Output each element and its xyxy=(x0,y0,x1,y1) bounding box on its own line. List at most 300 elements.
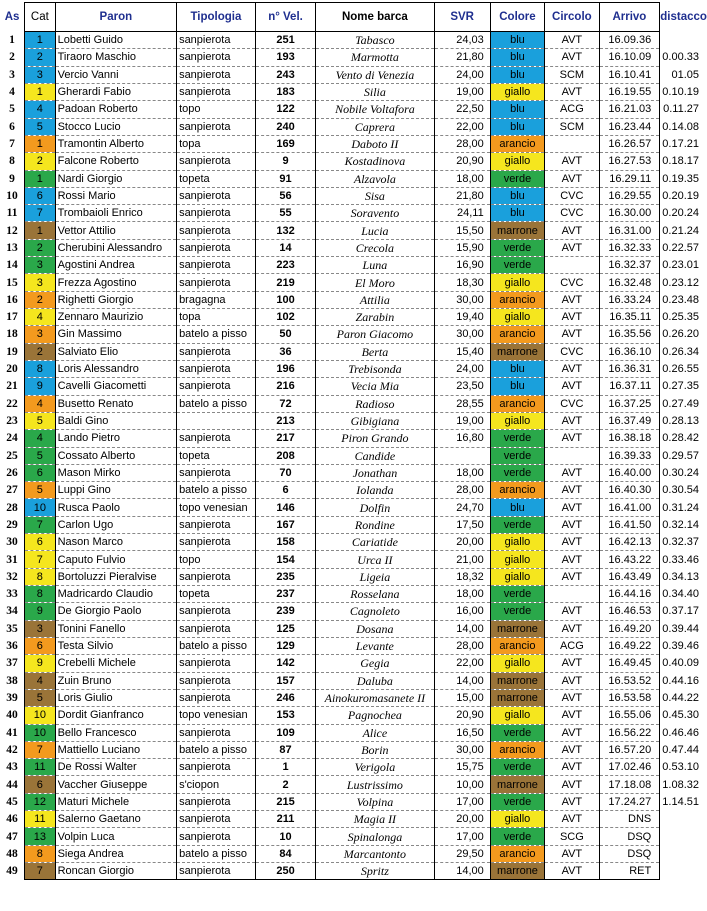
cell-circolo: AVT xyxy=(545,378,599,395)
cell-as: 34 xyxy=(6,605,18,618)
table-row xyxy=(0,66,707,83)
cell-nome-barca: Marcantonto xyxy=(316,845,434,862)
cell-as: 12 xyxy=(6,224,18,237)
cell-vel: 146 xyxy=(255,499,315,516)
cell-svr: 16,80 xyxy=(434,430,490,447)
cell-distacco: 0.29.57 xyxy=(660,447,707,464)
cell-vel: 157 xyxy=(255,672,315,689)
cell-arrivo: 16.40.30 xyxy=(599,482,660,499)
cell-nome-barca: Zarabin xyxy=(316,309,434,326)
cell-svr: 20,00 xyxy=(434,534,490,551)
cell-arrivo: 16.46.53 xyxy=(599,603,660,620)
cell-nome-barca: Crecola xyxy=(316,239,434,256)
cell-svr: 19,00 xyxy=(434,412,490,429)
cell-arrivo: 16.43.49 xyxy=(599,568,660,585)
cell-distacco: 0.45.30 xyxy=(660,707,707,724)
cell-circolo: AVT xyxy=(545,326,599,343)
cell-tipologia: topa xyxy=(177,309,256,326)
cell-arrivo: 16.37.25 xyxy=(599,395,660,412)
cell-paron: Zuin Bruno xyxy=(55,672,176,689)
cell-paron: Volpin Luca xyxy=(55,828,176,845)
cell-vel: 10 xyxy=(255,828,315,845)
cell-as: 32 xyxy=(6,570,18,583)
cell-distacco: 0.44.16 xyxy=(660,672,707,689)
cell-paron: Padoan Roberto xyxy=(55,101,176,118)
cell-circolo: AVT xyxy=(545,239,599,256)
cell-tipologia: sanpierota xyxy=(177,378,256,395)
cell-cat: 7 xyxy=(25,741,55,758)
cell-svr: 28,00 xyxy=(434,482,490,499)
cell-nome-barca: Lucia xyxy=(316,222,434,239)
cell-circolo: AVT xyxy=(545,776,599,793)
cell-colore: arancio xyxy=(490,637,544,654)
cell-paron: Roncan Giorgio xyxy=(55,863,176,880)
cell-arrivo: 16.56.22 xyxy=(599,724,660,741)
cell-svr: 28,00 xyxy=(434,135,490,152)
cell-tipologia: bragagna xyxy=(177,291,256,308)
cell-arrivo: 16.32.37 xyxy=(599,257,660,274)
table-row xyxy=(0,637,707,654)
cell-colore: arancio xyxy=(490,741,544,758)
cell-colore: blu xyxy=(490,32,544,49)
cell-nome-barca: Sisa xyxy=(316,187,434,204)
cell-cat: 4 xyxy=(25,672,55,689)
cell-colore: blu xyxy=(490,378,544,395)
cell-cat: 6 xyxy=(25,464,55,481)
cell-arrivo: 17.18.08 xyxy=(599,776,660,793)
cell-distacco: 0.32.37 xyxy=(660,534,707,551)
cell-paron: Bello Francesco xyxy=(55,724,176,741)
cell-tipologia: topeta xyxy=(177,586,256,603)
cell-cat: 6 xyxy=(25,534,55,551)
cell-paron: Crebelli Michele xyxy=(55,655,176,672)
cell-colore: giallo xyxy=(490,551,544,568)
cell-colore: verde xyxy=(490,170,544,187)
cell-vel: 216 xyxy=(255,378,315,395)
cell-colore: verde xyxy=(490,239,544,256)
cell-paron: Loris Giulio xyxy=(55,689,176,706)
cell-cat: 4 xyxy=(25,430,55,447)
cell-vel: 219 xyxy=(255,274,315,291)
cell-nome-barca: Caprera xyxy=(316,118,434,135)
cell-vel: 240 xyxy=(255,118,315,135)
cell-distacco: 0.32.14 xyxy=(660,516,707,533)
cell-tipologia: sanpierota xyxy=(177,863,256,880)
cell-svr: 22,00 xyxy=(434,655,490,672)
cell-paron: Madricardo Claudio xyxy=(55,586,176,603)
table-row xyxy=(0,205,707,222)
cell-colore: giallo xyxy=(490,274,544,291)
cell-colore: verde xyxy=(490,447,544,464)
cell-vel: 6 xyxy=(255,482,315,499)
cell-distacco: 0.33.46 xyxy=(660,551,707,568)
cell-colore: giallo xyxy=(490,309,544,326)
cell-as: 5 xyxy=(9,103,15,116)
cell-circolo: AVT xyxy=(545,603,599,620)
cell-tipologia: sanpierota xyxy=(177,274,256,291)
cell-arrivo: 16.32.33 xyxy=(599,239,660,256)
table-row xyxy=(0,499,707,516)
cell-colore: arancio xyxy=(490,291,544,308)
table-row xyxy=(0,482,707,499)
cell-cat: 10 xyxy=(25,724,55,741)
cell-colore: blu xyxy=(490,205,544,222)
cell-nome-barca: Magia II xyxy=(316,811,434,828)
cell-tipologia: sanpierota xyxy=(177,257,256,274)
cell-nome-barca: Trebisonda xyxy=(316,360,434,377)
cell-colore: verde xyxy=(490,586,544,603)
cell-distacco: 1.08.32 xyxy=(660,776,707,793)
cell-tipologia: topeta xyxy=(177,170,256,187)
cell-paron: Agostini Andrea xyxy=(55,257,176,274)
cell-tipologia: batelo a pisso xyxy=(177,395,256,412)
cell-nome-barca: Rondine xyxy=(316,516,434,533)
cell-tipologia: sanpierota xyxy=(177,205,256,222)
cell-cat: 2 xyxy=(25,239,55,256)
cell-cat: 9 xyxy=(25,378,55,395)
cell-paron: Vettor Attilio xyxy=(55,222,176,239)
cell-circolo: AVT xyxy=(545,153,599,170)
cell-nome-barca: Borin xyxy=(316,741,434,758)
cell-cat: 11 xyxy=(25,811,55,828)
cell-vel: 211 xyxy=(255,811,315,828)
cell-circolo: AVT xyxy=(545,309,599,326)
cell-circolo: AVT xyxy=(545,793,599,810)
cell-colore: blu xyxy=(490,499,544,516)
cell-paron: Gin Massimo xyxy=(55,326,176,343)
cell-tipologia: topo xyxy=(177,101,256,118)
cell-colore: verde xyxy=(490,793,544,810)
cell-cat: 1 xyxy=(25,170,55,187)
cell-nome-barca: Kostadinova xyxy=(316,153,434,170)
cell-distacco: 0.26.20 xyxy=(660,326,707,343)
cell-nome-barca: Verigola xyxy=(316,759,434,776)
cell-paron: Nason Marco xyxy=(55,534,176,551)
cell-distacco xyxy=(660,863,707,880)
table-row xyxy=(0,430,707,447)
cell-vel: 109 xyxy=(255,724,315,741)
cell-tipologia: sanpierota xyxy=(177,568,256,585)
cell-circolo: AVT xyxy=(545,811,599,828)
cell-arrivo: 16.27.53 xyxy=(599,153,660,170)
cell-as: 29 xyxy=(6,518,18,531)
cell-distacco: 0.47.44 xyxy=(660,741,707,758)
cell-nome-barca: Tabasco xyxy=(316,32,434,49)
cell-cat: 12 xyxy=(25,793,55,810)
cell-vel: 14 xyxy=(255,239,315,256)
cell-paron: Cherubini Alessandro xyxy=(55,239,176,256)
cell-arrivo: 16.21.03 xyxy=(599,101,660,118)
header-paron: Paron xyxy=(55,3,176,32)
cell-colore: verde xyxy=(490,828,544,845)
cell-tipologia: sanpierota xyxy=(177,66,256,83)
cell-paron: Gherardi Fabio xyxy=(55,83,176,100)
cell-circolo: AVT xyxy=(545,291,599,308)
table-row xyxy=(0,412,707,429)
cell-paron: Tramontin Alberto xyxy=(55,135,176,152)
cell-tipologia: batelo a pisso xyxy=(177,741,256,758)
cell-colore: blu xyxy=(490,187,544,204)
cell-distacco: 0.27.49 xyxy=(660,395,707,412)
cell-vel: 217 xyxy=(255,430,315,447)
cell-paron: Nardi Giorgio xyxy=(55,170,176,187)
cell-as: 14 xyxy=(6,259,18,272)
cell-distacco: 0.20.24 xyxy=(660,205,707,222)
cell-vel: 72 xyxy=(255,395,315,412)
cell-arrivo: 16.41.00 xyxy=(599,499,660,516)
cell-arrivo: 16.53.52 xyxy=(599,672,660,689)
cell-arrivo: 16.29.55 xyxy=(599,187,660,204)
cell-as: 30 xyxy=(6,536,18,549)
cell-vel: 243 xyxy=(255,66,315,83)
cell-svr: 14,00 xyxy=(434,620,490,637)
cell-colore: arancio xyxy=(490,845,544,862)
header-distacco: distacco xyxy=(660,11,707,23)
cell-vel: 70 xyxy=(255,464,315,481)
cell-as: 20 xyxy=(6,363,18,376)
cell-as: 9 xyxy=(9,172,15,185)
cell-cat: 11 xyxy=(25,759,55,776)
cell-svr: 21,80 xyxy=(434,187,490,204)
cell-paron: Stocco Lucio xyxy=(55,118,176,135)
cell-colore: verde xyxy=(490,603,544,620)
cell-svr: 30,00 xyxy=(434,326,490,343)
cell-arrivo: DNS xyxy=(599,811,660,828)
cell-colore: giallo xyxy=(490,412,544,429)
cell-arrivo: 16.43.22 xyxy=(599,551,660,568)
cell-tipologia: topo venesian xyxy=(177,707,256,724)
cell-vel: 251 xyxy=(255,32,315,49)
cell-distacco: 0.23.01 xyxy=(660,257,707,274)
cell-svr: 30,00 xyxy=(434,741,490,758)
cell-colore: marrone xyxy=(490,689,544,706)
cell-tipologia: sanpierota xyxy=(177,655,256,672)
table-row xyxy=(0,32,707,49)
cell-paron: Mattiello Luciano xyxy=(55,741,176,758)
cell-arrivo: 16.31.00 xyxy=(599,222,660,239)
cell-distacco: 0.46.46 xyxy=(660,724,707,741)
cell-paron: Testa Silvio xyxy=(55,637,176,654)
cell-svr: 17,00 xyxy=(434,793,490,810)
cell-distacco: 0.34.40 xyxy=(660,586,707,603)
cell-nome-barca: Volpina xyxy=(316,793,434,810)
cell-svr: 24,03 xyxy=(434,32,490,49)
cell-paron: Trombaioli Enrico xyxy=(55,205,176,222)
cell-as: 42 xyxy=(6,743,18,756)
table-row xyxy=(0,655,707,672)
cell-cat: 3 xyxy=(25,274,55,291)
cell-distacco: 0.21.24 xyxy=(660,222,707,239)
cell-paron: Vercio Vanni xyxy=(55,66,176,83)
cell-arrivo: 16.37.11 xyxy=(599,378,660,395)
cell-cat: 4 xyxy=(25,309,55,326)
cell-vel: 235 xyxy=(255,568,315,585)
cell-vel: 183 xyxy=(255,83,315,100)
cell-vel: 91 xyxy=(255,170,315,187)
cell-paron: De Rossi Walter xyxy=(55,759,176,776)
cell-as: 7 xyxy=(9,138,15,151)
cell-nome-barca: Urca II xyxy=(316,551,434,568)
cell-circolo: AVT xyxy=(545,724,599,741)
cell-circolo: AVT xyxy=(545,516,599,533)
cell-nome-barca: Spritz xyxy=(316,863,434,880)
cell-nome-barca: Attilia xyxy=(316,291,434,308)
cell-svr: 15,40 xyxy=(434,343,490,360)
cell-tipologia: sanpierota xyxy=(177,516,256,533)
cell-vel: 154 xyxy=(255,551,315,568)
cell-circolo: CVC xyxy=(545,205,599,222)
cell-nome-barca: Spinalonga xyxy=(316,828,434,845)
cell-arrivo: 16.19.55 xyxy=(599,83,660,100)
table-row xyxy=(0,516,707,533)
cell-as: 37 xyxy=(6,657,18,670)
cell-vel: 122 xyxy=(255,101,315,118)
cell-paron: Righetti Giorgio xyxy=(55,291,176,308)
cell-cat: 6 xyxy=(25,776,55,793)
cell-tipologia: topo xyxy=(177,551,256,568)
cell-colore: blu xyxy=(490,66,544,83)
cell-svr: 16,90 xyxy=(434,257,490,274)
cell-svr: 24,70 xyxy=(434,499,490,516)
cell-cat: 3 xyxy=(25,66,55,83)
cell-colore: marrone xyxy=(490,776,544,793)
cell-nome-barca: Pagnochea xyxy=(316,707,434,724)
cell-as: 22 xyxy=(6,397,18,410)
cell-arrivo: 17.24.27 xyxy=(599,793,660,810)
cell-nome-barca: Iolanda xyxy=(316,482,434,499)
cell-cat: 1 xyxy=(25,83,55,100)
cell-cat: 2 xyxy=(25,49,55,66)
cell-tipologia: sanpierota xyxy=(177,603,256,620)
cell-arrivo: 16.09.36 xyxy=(599,32,660,49)
cell-tipologia: sanpierota xyxy=(177,672,256,689)
cell-arrivo: 16.37.49 xyxy=(599,412,660,429)
table-row xyxy=(0,741,707,758)
cell-nome-barca: Rosselana xyxy=(316,586,434,603)
cell-cat: 10 xyxy=(25,499,55,516)
cell-nome-barca: Candide xyxy=(316,447,434,464)
cell-cat: 2 xyxy=(25,153,55,170)
cell-colore: marrone xyxy=(490,343,544,360)
cell-circolo: AVT xyxy=(545,759,599,776)
header-tipologia: Tipologia xyxy=(177,3,256,32)
cell-distacco: 0.17.21 xyxy=(660,135,707,152)
cell-distacco xyxy=(660,32,707,49)
cell-svr: 28,55 xyxy=(434,395,490,412)
cell-svr: 17,00 xyxy=(434,828,490,845)
table-row xyxy=(0,118,707,135)
cell-svr: 20,90 xyxy=(434,707,490,724)
cell-arrivo: 16.39.33 xyxy=(599,447,660,464)
cell-vel: 158 xyxy=(255,534,315,551)
cell-distacco: 0.18.17 xyxy=(660,153,707,170)
cell-tipologia: sanpierota xyxy=(177,724,256,741)
cell-circolo: AVT xyxy=(545,845,599,862)
cell-cat: 7 xyxy=(25,551,55,568)
cell-tipologia: sanpierota xyxy=(177,360,256,377)
cell-arrivo: 16.44.16 xyxy=(599,586,660,603)
cell-circolo xyxy=(545,257,599,274)
cell-circolo: AVT xyxy=(545,741,599,758)
cell-svr: 24,00 xyxy=(434,66,490,83)
cell-vel: 142 xyxy=(255,655,315,672)
table-row xyxy=(0,811,707,828)
cell-nome-barca: Luna xyxy=(316,257,434,274)
cell-tipologia: sanpierota xyxy=(177,811,256,828)
cell-circolo: AVT xyxy=(545,534,599,551)
cell-svr: 15,50 xyxy=(434,222,490,239)
table-row xyxy=(0,395,707,412)
cell-paron: Lobetti Guido xyxy=(55,32,176,49)
cell-paron: Frezza Agostino xyxy=(55,274,176,291)
cell-arrivo: 16.41.50 xyxy=(599,516,660,533)
cell-svr: 21,00 xyxy=(434,551,490,568)
cell-circolo xyxy=(545,447,599,464)
cell-as: 45 xyxy=(6,795,18,808)
table-row xyxy=(0,689,707,706)
cell-tipologia: batelo a pisso xyxy=(177,326,256,343)
cell-circolo: AVT xyxy=(545,620,599,637)
cell-nome-barca: Soravento xyxy=(316,205,434,222)
cell-svr: 15,75 xyxy=(434,759,490,776)
cell-arrivo: 16.36.31 xyxy=(599,360,660,377)
cell-svr: 16,50 xyxy=(434,724,490,741)
cell-tipologia: sanpierota xyxy=(177,153,256,170)
cell-tipologia: sanpierota xyxy=(177,222,256,239)
cell-nome-barca: Silia xyxy=(316,83,434,100)
cell-colore: giallo xyxy=(490,811,544,828)
table-row xyxy=(0,586,707,603)
cell-paron: Salerno Gaetano xyxy=(55,811,176,828)
cell-as: 25 xyxy=(6,449,18,462)
cell-cat: 3 xyxy=(25,257,55,274)
cell-circolo: AVT xyxy=(545,49,599,66)
cell-distacco: 0.27.35 xyxy=(660,378,707,395)
cell-svr: 19,40 xyxy=(434,309,490,326)
table-row xyxy=(0,620,707,637)
cell-circolo: ACG xyxy=(545,101,599,118)
cell-circolo: AVT xyxy=(545,707,599,724)
cell-distacco xyxy=(660,811,707,828)
cell-arrivo: 16.29.11 xyxy=(599,170,660,187)
results-table xyxy=(0,2,707,880)
cell-circolo: AVT xyxy=(545,83,599,100)
cell-distacco: 0.39.46 xyxy=(660,637,707,654)
cell-distacco: 0.53.10 xyxy=(660,759,707,776)
cell-distacco: 0.26.55 xyxy=(660,360,707,377)
cell-cat: 13 xyxy=(25,828,55,845)
table-row xyxy=(0,239,707,256)
cell-paron: Mason Mirko xyxy=(55,464,176,481)
cell-nome-barca: Jonathan xyxy=(316,464,434,481)
cell-colore: blu xyxy=(490,360,544,377)
table-row xyxy=(0,83,707,100)
cell-colore: verde xyxy=(490,724,544,741)
cell-cat: 5 xyxy=(25,412,55,429)
cell-svr: 15,00 xyxy=(434,689,490,706)
cell-cat: 5 xyxy=(25,482,55,499)
table-row xyxy=(0,101,707,118)
cell-cat: 2 xyxy=(25,343,55,360)
cell-colore: marrone xyxy=(490,672,544,689)
cell-colore: verde xyxy=(490,759,544,776)
cell-colore: verde xyxy=(490,430,544,447)
cell-paron: Tonini Fanello xyxy=(55,620,176,637)
cell-circolo: CVC xyxy=(545,274,599,291)
cell-vel: 167 xyxy=(255,516,315,533)
cell-nome-barca: Daboto II xyxy=(316,135,434,152)
cell-as: 15 xyxy=(6,276,18,289)
